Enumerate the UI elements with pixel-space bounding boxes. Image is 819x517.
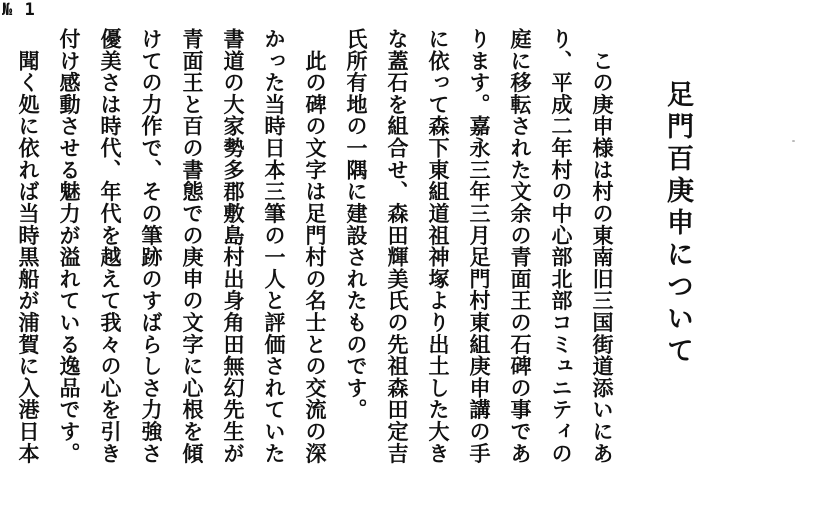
- text-column: 青面王と百の書態での庚申の文字に心根を傾: [180, 28, 205, 465]
- text-column: [0, 28, 8, 508]
- scan-speck: [792, 140, 795, 142]
- text-column: な蓋石を組合せ、森田輝美氏の先祖森田定吉: [385, 28, 410, 465]
- text-column: に依って森下東組道祖神塚より出土した大き: [426, 28, 451, 465]
- text-column: この庚申様は村の東南旧三国街道添いにあ: [590, 28, 615, 465]
- text-column: かった当時日本三筆の一人と評価されていた: [262, 28, 287, 465]
- body-text: [0, 28, 623, 508]
- text-column: 聞く処に依れば当時黒船が浦賀に入港日本: [16, 28, 41, 465]
- document-title: 足門百庚申について: [662, 80, 693, 368]
- text-column: 氏所有地の一隅に建設されたものです。: [344, 28, 369, 421]
- text-column: 庭に移転された文余の青面王の石碑の事であ: [508, 28, 533, 465]
- page-number: № 1: [2, 0, 36, 20]
- text-column: 書道の大家勢多郡敷島村出身角田無幻先生が: [221, 28, 246, 465]
- text-column: ります。嘉永三年三月足門村東組庚申講の手: [467, 28, 492, 465]
- text-column: 付け感動させる魅力が溢れている逸品です。: [57, 28, 82, 465]
- text-column: 優美さは時代、年代を越えて我々の心を引き: [98, 28, 123, 465]
- text-column: 此の碑の文字は足門村の名士との交流の深: [303, 28, 328, 465]
- text-column: けての力作で、その筆跡のすばらしさ力強さ: [139, 28, 164, 465]
- text-column: り、平成二年村の中心部北部コミュニティの: [549, 28, 574, 465]
